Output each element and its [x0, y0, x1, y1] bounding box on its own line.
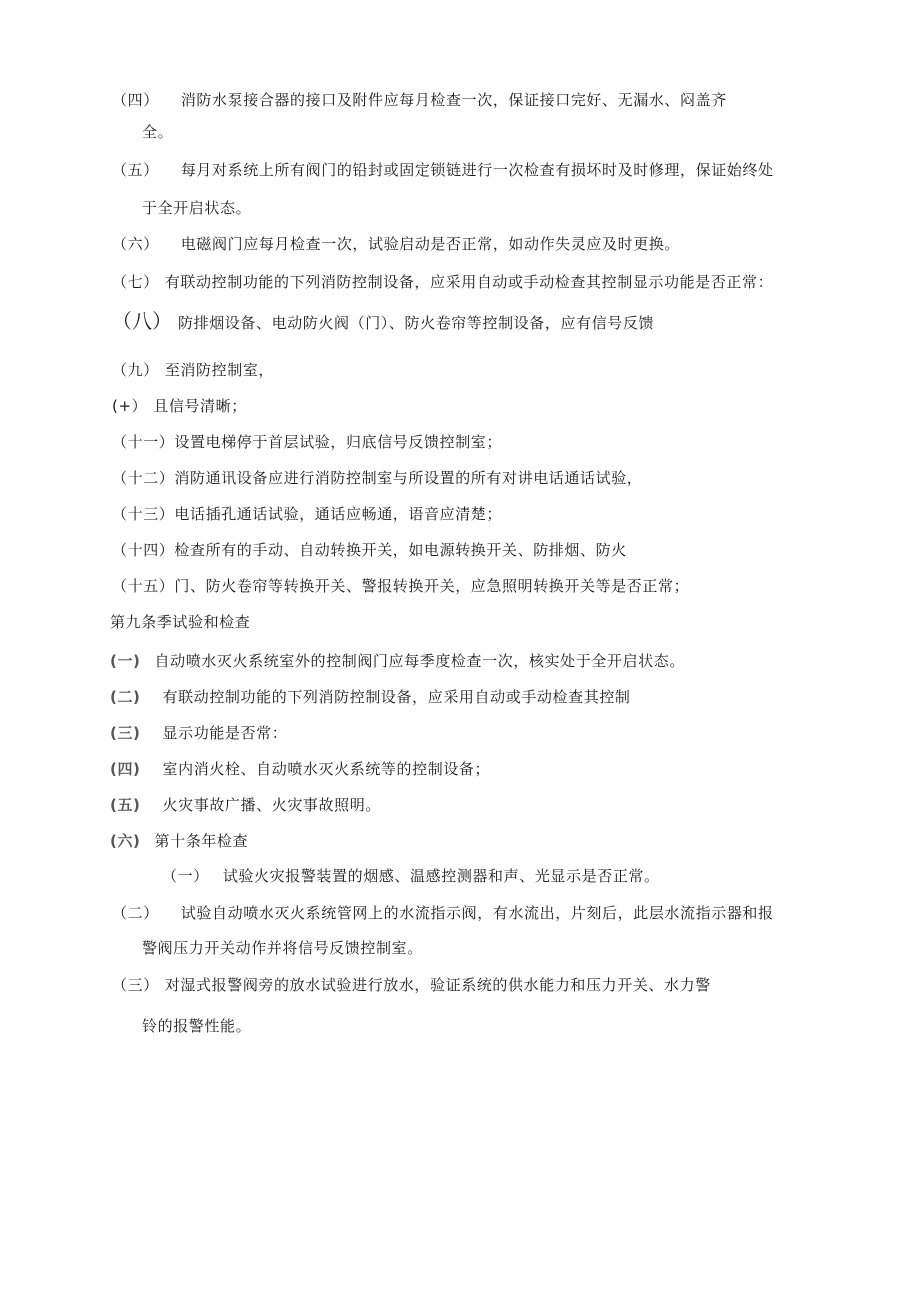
item-7: [112, 272, 773, 292]
item-text-continued: 警阀压力开关动作并将信号反馈控制室。: [142, 939, 423, 957]
quarterly-item-1: [110, 651, 685, 671]
item-text: 至消防控制室，: [164, 361, 275, 379]
item-number: （十三）: [112, 505, 175, 523]
item-text: 防排烟设备、电动防火阀（门）、防火卷帘等控制设备，应有信号反馈: [178, 314, 655, 332]
item-text: 有联动控制功能的下列消防控制设备，应采用自动或手动检查其控制: [162, 688, 631, 706]
item-10: [112, 396, 247, 416]
item-text: 且信号清晰；: [153, 397, 247, 415]
item-number: （九）: [112, 361, 159, 379]
annual-item-1: [162, 866, 660, 886]
item-5-line2: [142, 198, 251, 218]
item-text: 电话插孔通话试验，通话应畅通，语音应清楚；: [174, 505, 503, 523]
item-text: 有联动控制功能的下列消防控制设备，应采用自动或手动检查其控制显示功能是否正常：: [164, 273, 774, 291]
item-text: 试验火灾报警装置的烟感、温感控测器和声、光显示是否正常。: [222, 867, 660, 885]
item-number: （八）: [112, 309, 172, 333]
item-11: [112, 432, 502, 452]
item-text: 对湿式报警阀旁的放水试验进行放水，验证系统的供水能力和压力开关、水力警: [164, 976, 711, 994]
item-text: 试验自动喷水灭火系统管网上的水流指示阀，有水流出，片刻后，此层水流指示器和报: [180, 904, 774, 922]
item-12: [112, 468, 642, 488]
item-number: （十五）: [112, 577, 175, 595]
annual-item-2-line2: [142, 938, 423, 958]
item-number: （三）: [112, 976, 159, 994]
item-6: [112, 234, 680, 254]
item-number: （六）: [112, 235, 159, 253]
item-number: (一): [110, 652, 141, 670]
item-4-line2: [142, 122, 173, 142]
item-text: 电磁阀门应每月检查一次，试验启动是否正常，如动作失灵应及时更换。: [180, 235, 681, 253]
item-15: [112, 576, 689, 596]
quarterly-item-5: [110, 795, 381, 815]
item-text-continued: 全。: [142, 123, 174, 141]
item-text: 火灾事故广播、火灾事故照明。: [162, 796, 381, 814]
item-14: [112, 540, 627, 560]
item-number: (三): [110, 724, 141, 742]
quarterly-item-6: [110, 831, 248, 851]
item-number: （四）: [112, 91, 159, 109]
item-text: 检查所有的手动、自动转换开关，如电源转换开关、防排烟、防火: [174, 541, 627, 559]
item-number: （七）: [112, 273, 159, 291]
item-number: （二）: [112, 904, 159, 922]
item-number: （十四）: [112, 541, 175, 559]
item-number: (六): [110, 832, 141, 850]
item-number: (+）: [112, 397, 148, 415]
item-9: [112, 360, 274, 380]
item-number: (二): [110, 688, 141, 706]
annual-item-3-line1: [112, 975, 711, 995]
item-8: [112, 311, 654, 333]
item-number: （十一）: [112, 433, 175, 451]
quarterly-item-2: [110, 687, 631, 707]
item-4-line1: [112, 90, 727, 110]
article-title: 第九条季试验和检查: [110, 613, 251, 631]
item-text: 消防水泵接合器的接口及附件应每月检查一次，保证接口完好、无漏水、闷盖齐: [180, 91, 727, 109]
item-text: 显示功能是否常：: [162, 724, 288, 742]
item-number: (五): [110, 796, 141, 814]
item-number: （五）: [112, 161, 159, 179]
item-text: 自动喷水灭火系统室外的控制阀门应每季度检查一次，核实处于全开启状态。: [154, 652, 685, 670]
item-number: (四): [110, 760, 141, 778]
item-text-continued: 于全开启状态。: [142, 199, 252, 217]
item-text: 设置电梯停于首层试验，归底信号反馈控制室；: [174, 433, 503, 451]
item-text-continued: 铃的报警性能。: [142, 1017, 252, 1035]
item-13: [112, 504, 502, 524]
article-9-heading: [110, 612, 250, 632]
item-text: 第十条年检查: [154, 832, 249, 850]
quarterly-item-3: [110, 723, 287, 743]
item-text: 消防通讯设备应进行消防控制室与所设置的所有对讲电话通话试验，: [174, 469, 643, 487]
annual-item-3-line2: [142, 1016, 251, 1036]
item-text: 室内消火栓、自动喷水灭火系统等的控制设备；: [162, 760, 491, 778]
item-text: 每月对系统上所有阀门的铅封或固定锁链进行一次检查有损坏时及时修理，保证始终处: [180, 161, 774, 179]
item-text: 门、防火卷帘等转换开关、警报转换开关，应急照明转换开关等是否正常；: [174, 577, 690, 595]
item-5-line1: [112, 160, 774, 180]
annual-item-2-line1: [112, 903, 774, 923]
quarterly-item-4: [110, 759, 490, 779]
item-number: （一）: [162, 867, 209, 885]
item-number: （十二）: [112, 469, 175, 487]
